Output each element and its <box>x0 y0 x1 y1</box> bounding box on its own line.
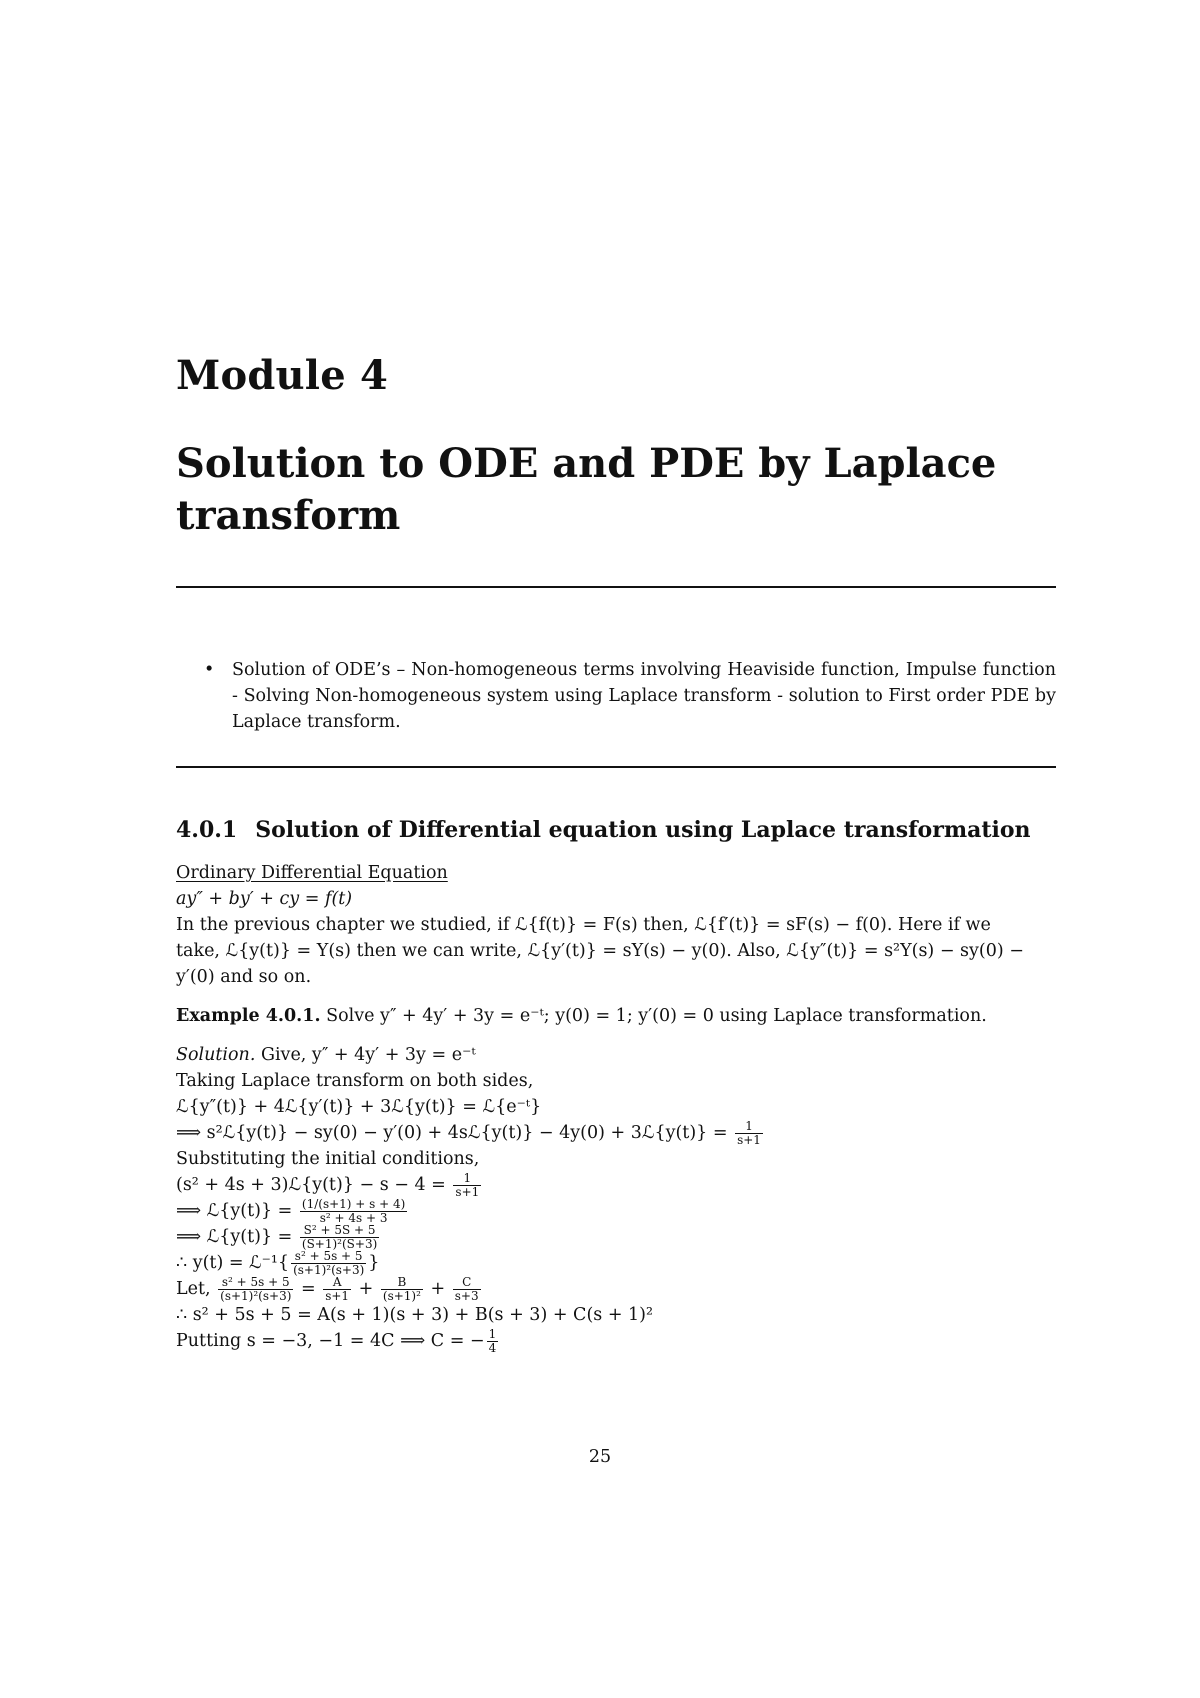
fraction <box>300 1224 379 1251</box>
solution-line-9 <box>176 1250 1056 1276</box>
denominator: (S+1)²(S+3) <box>301 1237 378 1251</box>
top-rule <box>176 586 1056 588</box>
module-title: Module 4 <box>176 352 389 399</box>
fraction <box>735 1120 763 1147</box>
solution-line-7 <box>176 1198 1056 1224</box>
denominator: s² + 4s + 3 <box>319 1211 388 1225</box>
solution-line-11: ∴ s² + 5s + 5 = A(s + 1)(s + 3) + B(s + 3) + C(s + 1)² <box>176 1305 654 1325</box>
fraction <box>291 1250 366 1277</box>
ode-general-form: ay″ + by′ + cy = f(t) <box>176 889 353 909</box>
section-heading <box>176 817 1031 843</box>
denominator: (s+1)²(s+3) <box>220 1289 292 1303</box>
body-text <box>176 860 1056 1354</box>
denominator: (s+1)²(s+3) <box>293 1263 365 1277</box>
intro-line-2: take, ℒ{y(t)} = Y(s) then we can write, ℒ{y′(t)} = sY(s) − y(0). Also, ℒ{y″(t)} = s²Y(s) − sy(0) − <box>176 941 1024 961</box>
solution-line-8 <box>176 1224 1056 1250</box>
numerator: s² + 5s + 5 <box>291 1250 366 1264</box>
fraction <box>487 1328 499 1355</box>
solution-line-6 <box>176 1172 1056 1198</box>
fraction <box>218 1276 293 1303</box>
section-title: Solution of Differential equation using Laplace transformation <box>255 817 1031 843</box>
numerator: 1 <box>488 1327 497 1341</box>
fraction <box>453 1172 481 1199</box>
numerator: 1 <box>735 1120 763 1134</box>
equation-text: ∴ y(t) = ℒ⁻¹{ <box>176 1253 290 1273</box>
example-text: Solve y″ + 4y′ + 3y = e⁻ᵗ; y(0) = 1; y′(0) = 0 using Laplace transformation. <box>326 1006 987 1026</box>
solution-label: Solution. <box>176 1045 256 1065</box>
equation-text: ⟹ ℒ{y(t)} = <box>176 1227 293 1247</box>
numerator: S² + 5S + 5 <box>300 1224 379 1238</box>
solution-line-4 <box>176 1120 1056 1146</box>
denominator: s+1 <box>455 1185 480 1199</box>
fraction <box>453 1276 481 1303</box>
numerator: (1/(s+1) + s + 4) <box>301 1197 406 1211</box>
bullet-icon: • <box>204 660 215 680</box>
fraction <box>381 1276 423 1303</box>
chapter-title: Solution to ODE and PDE by Laplace transform <box>176 440 997 539</box>
example-label: Example 4.0.1. <box>176 1006 321 1026</box>
equation-text: (s² + 4s + 3)ℒ{y(t)} − s − 4 = <box>176 1175 446 1195</box>
ode-heading: Ordinary Differential Equation <box>176 863 448 883</box>
numerator: B <box>381 1276 423 1290</box>
topics-text: Solution of ODE’s – Non-homogeneous terms involving Heaviside function, Impulse function - Solving Non-homogeneous system using Laplace transform - solution to First order PDE by Laplace transform. <box>232 660 1056 732</box>
numerator: 1 <box>453 1172 481 1186</box>
equation-text: Putting s = −3, −1 = 4C ⟹ C = − <box>176 1331 485 1351</box>
solution-line-5: Substituting the initial conditions, <box>176 1149 480 1169</box>
intro-line-3: y′(0) and so on. <box>176 967 312 987</box>
example-statement <box>176 1003 1056 1029</box>
fraction <box>323 1276 351 1303</box>
topics-bullet <box>204 657 1056 735</box>
equation-text: ⟹ ℒ{y(t)} = <box>176 1201 293 1221</box>
denominator: s+3 <box>454 1289 479 1303</box>
numerator: s² + 5s + 5 <box>218 1276 293 1290</box>
solution-first-line <box>176 1042 1056 1068</box>
numerator: C <box>453 1276 481 1290</box>
equals-sign: = <box>300 1279 316 1299</box>
plus-sign: + <box>430 1279 446 1299</box>
solution-line-10 <box>176 1276 1056 1302</box>
plus-sign: + <box>358 1279 374 1299</box>
equation-text: Let, <box>176 1279 211 1299</box>
closing-brace: } <box>368 1253 380 1273</box>
page-number: 25 <box>588 1447 612 1467</box>
solution-line-3: ℒ{y″(t)} + 4ℒ{y′(t)} + 3ℒ{y(t)} = ℒ{e⁻ᵗ} <box>176 1097 542 1117</box>
denominator: (s+1)² <box>382 1289 421 1303</box>
numerator: A <box>323 1276 351 1290</box>
equation-text: ⟹ s²ℒ{y(t)} − sy(0) − y′(0) + 4sℒ{y(t)} − 4y(0) + 3ℒ{y(t)} = <box>176 1123 728 1143</box>
solution-line-1: Give, y″ + 4y′ + 3y = e⁻ᵗ <box>260 1045 476 1065</box>
fraction <box>300 1198 407 1225</box>
intro-line-1: In the previous chapter we studied, if ℒ{f(t)} = F(s) then, ℒ{f′(t)} = sF(s) − f(0). Here if we <box>176 915 991 935</box>
denominator: s+1 <box>325 1289 350 1303</box>
section-number: 4.0.1 <box>176 817 238 843</box>
bottom-rule <box>176 766 1056 768</box>
denominator: 4 <box>488 1341 497 1355</box>
solution-line-2: Taking Laplace transform on both sides, <box>176 1071 534 1091</box>
solution-line-12 <box>176 1328 1056 1354</box>
denominator: s+1 <box>737 1133 761 1147</box>
